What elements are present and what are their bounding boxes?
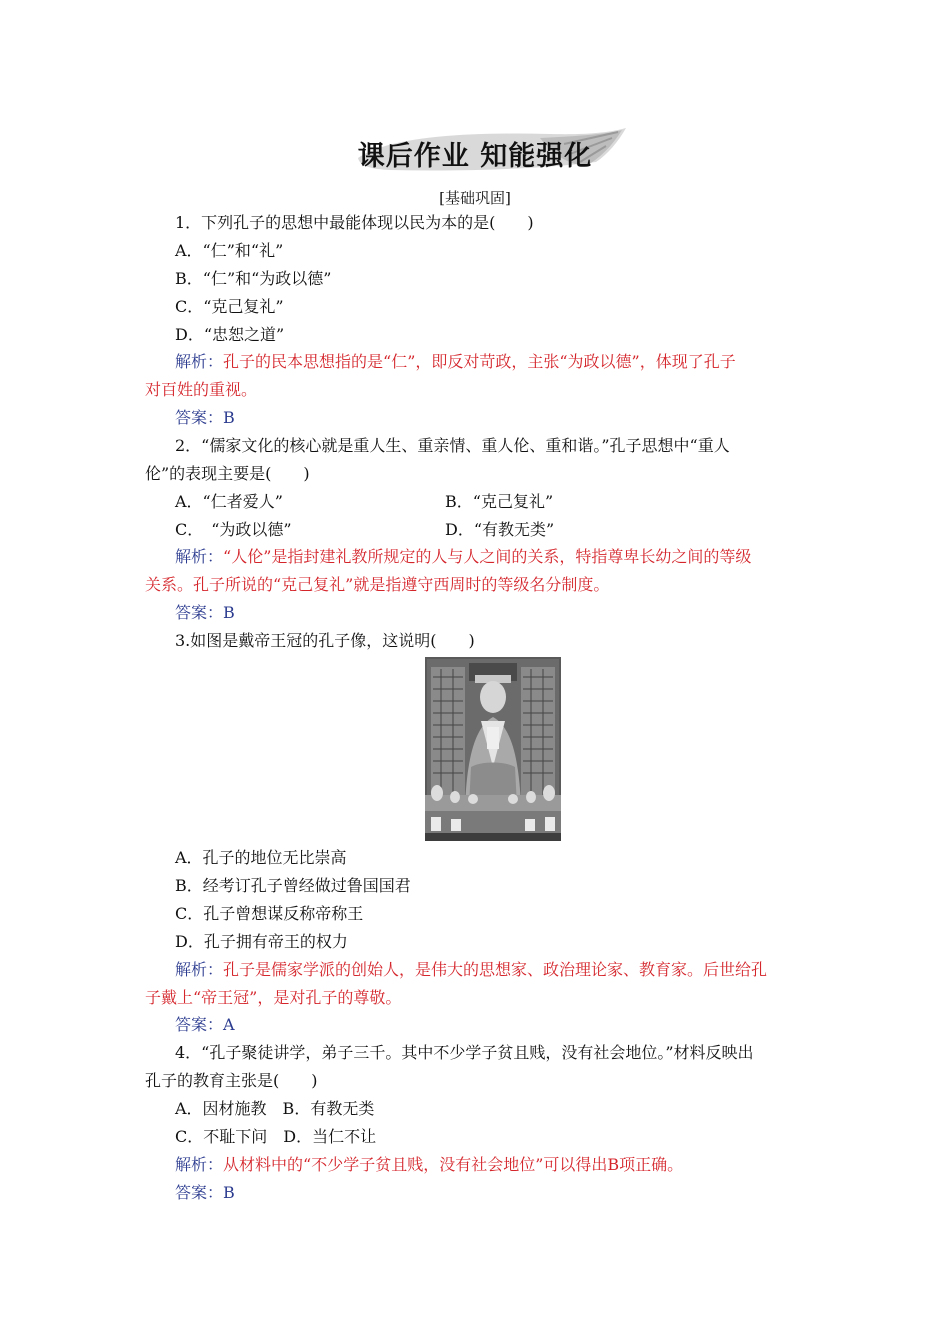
- q2-option-d: D．“有教无类”: [445, 520, 555, 539]
- q3-option-b: B．经考订孔子曾经做过鲁国国君: [175, 876, 411, 895]
- q1-option-a: A．“仁”和“礼”: [175, 241, 284, 260]
- q3-option-a: A．孔子的地位无比崇高: [175, 848, 347, 867]
- confucius-statue-photo: [425, 657, 561, 841]
- q3-option-d: D．孔子拥有帝王的权力: [175, 932, 348, 951]
- section-heading: [基础巩固]: [439, 189, 511, 207]
- q2-option-a: A．“仁者爱人”: [175, 492, 283, 511]
- q1-answer: 答案：B: [175, 408, 235, 427]
- q4-stem-cont: 孔子的教育主张是( ): [145, 1071, 318, 1090]
- q2-answer: 答案：B: [175, 603, 235, 622]
- q4-analysis: [175, 1155, 683, 1175]
- page-header: [0, 122, 950, 184]
- q2-stem: 2．“儒家文化的核心就是重人生、重亲情、重人伦、重和谐。”孔子思想中“重人: [175, 436, 730, 455]
- analysis-text: 孔子的民本思想指的是“仁”，即反对苛政，主张“为政以德”，体现了孔子: [223, 352, 736, 371]
- analysis-label: 解析：: [175, 547, 224, 566]
- q1-option-c: C．“克己复礼”: [175, 297, 284, 316]
- q4-options-cd: C．不耻下问 D．当仁不让: [175, 1127, 377, 1146]
- q3-stem: 3.如图是戴帝王冠的孔子像，这说明( ): [175, 631, 475, 650]
- q3-analysis-cont: 子戴上“帝王冠”，是对孔子的尊敬。: [145, 988, 402, 1007]
- q1-analysis: [175, 352, 736, 372]
- q3-analysis: [175, 960, 767, 980]
- q1-stem: 1．下列孔子的思想中最能体现以民为本的是( ): [175, 213, 534, 232]
- q3-option-c: C．孔子曾想谋反称帝称王: [175, 904, 364, 923]
- analysis-label: 解析：: [175, 960, 224, 979]
- analysis-label: 解析：: [175, 352, 224, 371]
- analysis-label: 解析：: [175, 1155, 224, 1174]
- q3-answer: 答案：A: [175, 1015, 235, 1034]
- q1-analysis-cont: 对百姓的重视。: [145, 380, 258, 399]
- q2-option-b: B．“克己复礼”: [445, 492, 554, 511]
- analysis-text: 从材料中的“不少学子贫且贱，没有社会地位”可以得出B项正确。: [223, 1155, 684, 1174]
- q2-analysis: [175, 547, 751, 567]
- q4-options-ab: A．因材施教 B．有教无类: [175, 1099, 375, 1118]
- q4-stem: 4．“孔子聚徒讲学，弟子三千。其中不少学子贫且贱，没有社会地位。”材料反映出: [175, 1043, 754, 1062]
- analysis-text: “人伦”是指封建礼教所规定的人与人之间的关系，特指尊卑长幼之间的等级: [223, 547, 752, 566]
- analysis-text: 孔子是儒家学派的创始人，是伟大的思想家、政治理论家、教育家。后世给孔: [223, 960, 768, 979]
- q4-answer: 答案：B: [175, 1183, 235, 1202]
- q2-stem-cont: 伦”的表现主要是( ): [145, 464, 310, 483]
- q1-option-b: B．“仁”和“为政以德”: [175, 269, 332, 288]
- q1-option-d: D．“忠恕之道”: [175, 325, 285, 344]
- q2-option-c: C． “为政以德”: [175, 520, 292, 539]
- q2-analysis-cont: 关系。孔子所说的“克己复礼”就是指遵守西周时的等级名分制度。: [145, 575, 610, 594]
- page-title: 课后作业 知能强化: [357, 141, 593, 172]
